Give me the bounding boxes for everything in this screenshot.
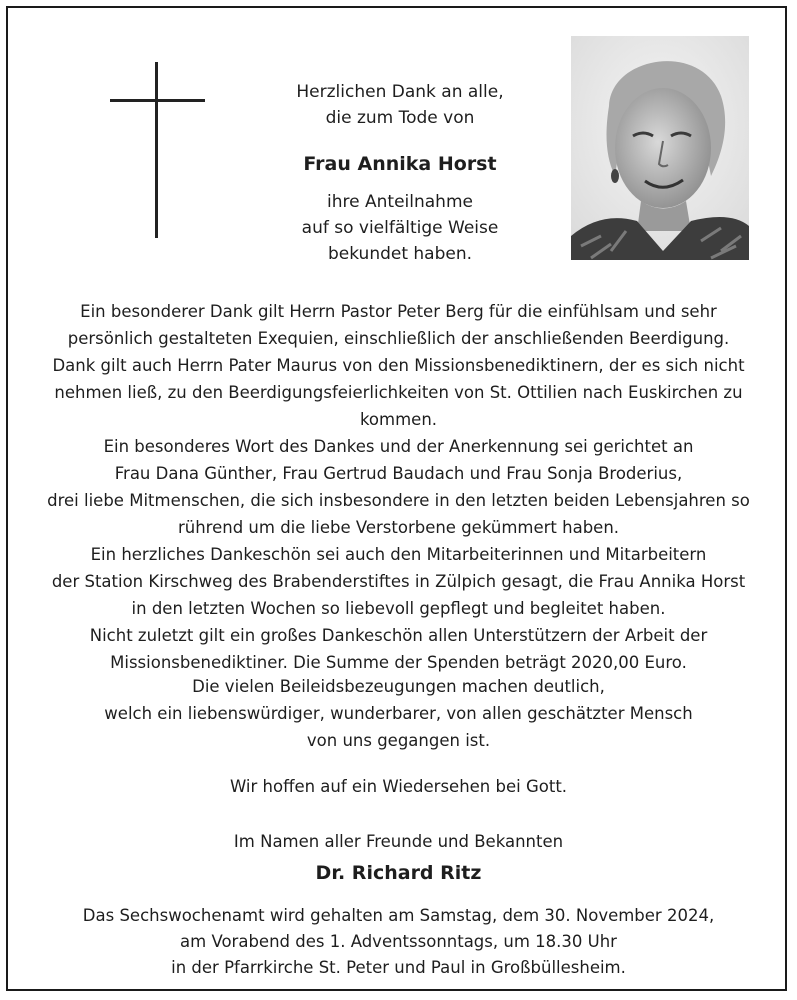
service-line: in der Pfarrkirche St. Peter und Paul in Großbüllesheim. <box>171 958 626 977</box>
header-line: ihre Anteilnahme <box>327 192 473 212</box>
portrait-photo <box>571 36 749 260</box>
service-line: am Vorabend des 1. Adventssonntags, um 18.30 Uhr <box>180 932 617 951</box>
body-line: Dank gilt auch Herrn Pater Maurus von den Missionsbenediktinern, der es sich nicht <box>52 356 745 375</box>
header-line: Herzlichen Dank an alle, <box>296 82 504 102</box>
body-line: Ein herzliches Dankeschön sei auch den Mitarbeiterinnen und Mitarbeitern <box>90 545 707 564</box>
body-line: rührend um die liebe Verstorbene gekümmert haben. <box>177 518 620 537</box>
header-line: auf so vielfältige Weise <box>301 218 499 238</box>
body-line: drei liebe Mitmenschen, die sich insbesondere in den letzten beiden Lebensjahren so <box>47 491 750 510</box>
body-line: Nicht zuletzt gilt ein großes Dankeschön allen Unterstützern der Arbeit der <box>89 626 708 645</box>
deceased-name: Frau Annika Horst <box>303 153 497 175</box>
service-line: Das Sechswochenamt wird gehalten am Samstag, dem 30. November 2024, <box>82 906 715 925</box>
body-line: Ein besonderer Dank gilt Herrn Pastor Peter Berg für die einfühlsam und sehr <box>80 302 717 321</box>
signature-name: Dr. Richard Ritz <box>315 862 482 884</box>
body-line: persönlich gestalteten Exequien, einschließlich der anschließenden Beerdigung. <box>67 329 730 348</box>
body-line: kommen. <box>359 410 438 429</box>
body-line: nehmen ließ, zu den Beerdigungsfeierlichkeiten von St. Ottilien nach Euskirchen zu <box>54 383 743 402</box>
body-line: Frau Dana Günther, Frau Gertrud Baudach und Frau Sonja Broderius, <box>114 464 683 483</box>
condolence-line: Die vielen Beileidsbezeugungen machen deutlich, <box>192 677 605 696</box>
header-line: die zum Tode von <box>325 108 475 128</box>
body-line: Missionsbenediktiner. Die Summe der Spenden beträgt 2020,00 Euro. <box>110 653 687 672</box>
hope-line: Wir hoffen auf ein Wiedersehen bei Gott. <box>229 777 568 796</box>
header-line: bekundet haben. <box>327 244 473 264</box>
body-line: in den letzten Wochen so liebevoll gepflegt und begleitet haben. <box>131 599 666 618</box>
condolence-line: welch ein liebenswürdiger, wunderbarer, von allen geschätzter Mensch <box>104 704 693 723</box>
cross-icon-bar <box>110 99 205 102</box>
body-line: Ein besonderes Wort des Dankes und der Anerkennung sei gerichtet an <box>103 437 694 456</box>
condolence-line: von uns gegangen ist. <box>306 731 491 750</box>
signature-intro: Im Namen aller Freunde und Bekannten <box>233 832 564 851</box>
body-line: der Station Kirschweg des Brabenderstiftes in Zülpich gesagt, die Frau Annika Horst <box>51 572 746 591</box>
cross-icon <box>155 62 158 238</box>
